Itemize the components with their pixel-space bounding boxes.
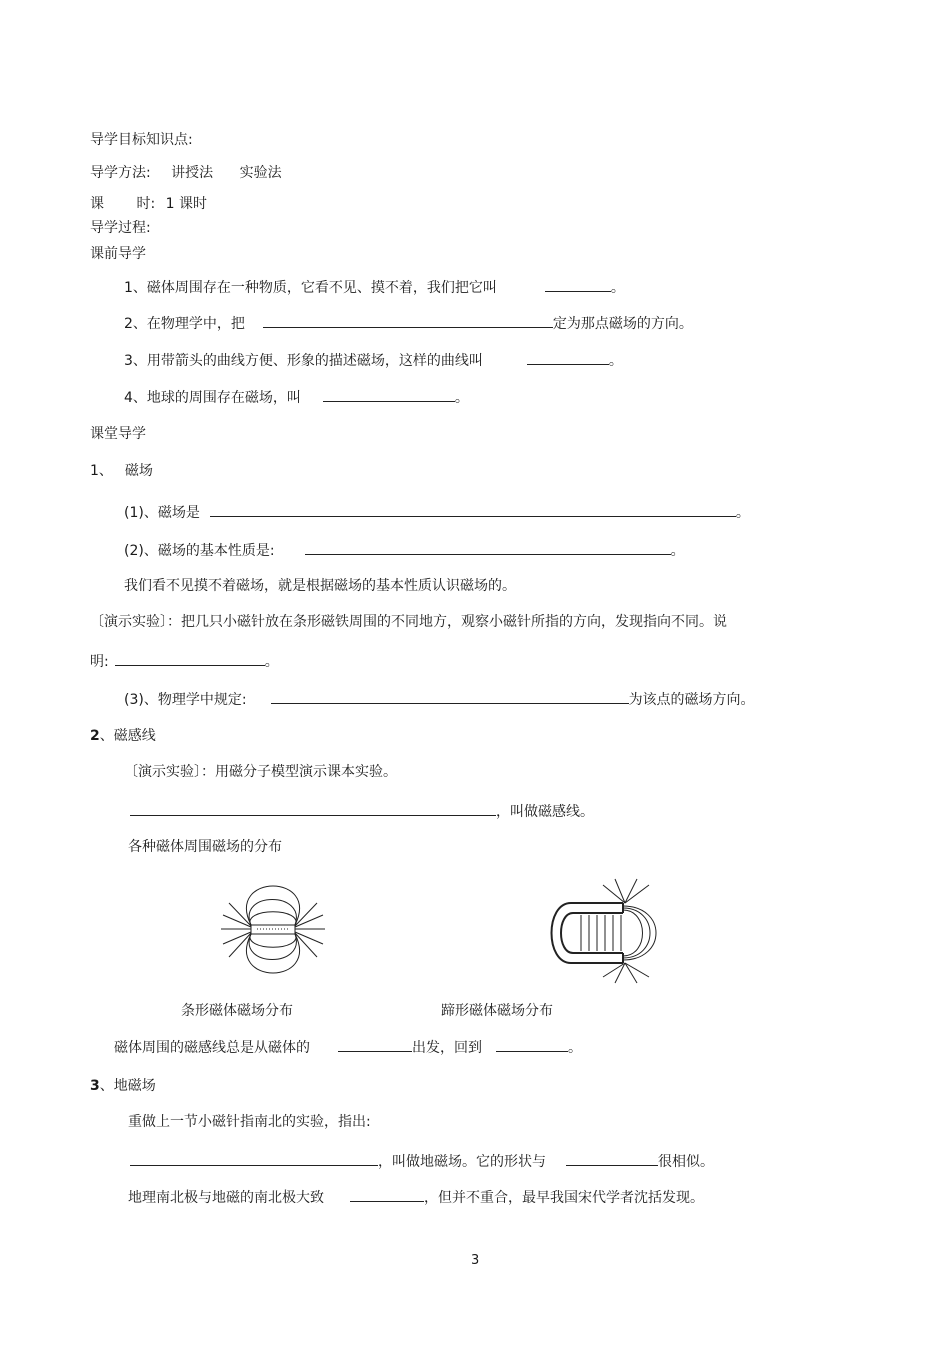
pre-q4-blank[interactable] [323, 387, 455, 402]
demo-1-line-1: 〔演示实验〕：把几只小磁针放在条形磁铁周围的不同地方，观察小磁针所指的方向，发现指向不同。说 [90, 614, 727, 630]
field-text-b: 出发，回到 [412, 1040, 482, 1056]
pre-q3 [124, 350, 623, 371]
pre-q3-blank[interactable] [527, 350, 609, 365]
pre-q3-text: 3、用带箭头的曲线方便、形象的描述磁场，这样的曲线叫 [124, 353, 483, 369]
s1-p1-blank[interactable] [210, 502, 736, 517]
s3-blank-1[interactable] [130, 1151, 378, 1166]
method-1: 讲授法 [171, 165, 214, 181]
period-value: 1 课时 [165, 196, 207, 212]
pre-q2-text: 2、在物理学中，把 [124, 316, 245, 332]
distribution-title: 各种磁体周围磁场的分布 [128, 839, 282, 855]
s1-p2 [124, 540, 685, 561]
section-3-heading [90, 1076, 156, 1096]
pre-q4-text: 4、地球的周围存在磁场，叫 [124, 390, 301, 406]
s3-question: 重做上一节小磁针指南北的实验，指出: [128, 1114, 371, 1130]
s3-blank-3[interactable] [350, 1187, 424, 1202]
s1-p3-end: 为该点的磁场方向。 [628, 692, 755, 708]
pre-q3-end: 。 [608, 353, 623, 369]
pre-q1-text: 1、磁体周围存在一种物质，它看不见、摸不着，我们把它叫 [124, 280, 497, 296]
pre-q2-blank[interactable] [263, 313, 553, 328]
s3-line-2-end: 很相似。 [658, 1154, 714, 1170]
s1-p3-blank[interactable] [271, 689, 629, 704]
section-1-heading [90, 461, 153, 481]
process-label: 导学过程: [90, 220, 151, 236]
s1-p3-text: (3)、物理学中规定: [124, 692, 247, 708]
s1-p2-end: 。 [670, 543, 685, 559]
demo-1-blank[interactable] [115, 651, 265, 666]
s1-p1-end: 。 [735, 505, 750, 521]
pre-class-title: 课前导学 [90, 246, 146, 262]
field-text-c: 。 [568, 1040, 582, 1056]
s3-line-2-text: ，叫做地磁场。它的形状与 [378, 1154, 546, 1170]
s2-definition-end: ，叫做磁感线。 [496, 804, 594, 820]
field-blank-1[interactable] [338, 1037, 412, 1052]
section-2-heading [90, 726, 156, 746]
demo-1-label: 明: [90, 654, 109, 670]
s2-blank[interactable] [130, 801, 496, 816]
s3-line-3-end: ，但并不重合，最早我国宋代学者沈括发现。 [424, 1190, 704, 1206]
horseshoe-magnet-caption: 蹄形磁体磁场分布 [441, 1003, 553, 1019]
s1-p1-text: (1)、磁场是 [124, 505, 200, 521]
in-class-title: 课堂导学 [90, 426, 146, 442]
bar-magnet-field-figure [217, 871, 327, 989]
s1-p3 [124, 689, 755, 710]
demo-2: 〔演示实验〕：用磁分子模型演示课本实验。 [124, 764, 397, 780]
section-2-title: 、磁感线 [99, 728, 156, 744]
method-label: 导学方法: [90, 165, 151, 181]
pre-q1-blank[interactable] [545, 277, 611, 292]
pre-q1-end: 。 [610, 280, 625, 296]
s3-blank-2[interactable] [566, 1151, 658, 1166]
period-label-a: 课 [90, 196, 104, 212]
demo-1-line-2 [90, 651, 279, 672]
section-3-title: 、地磁场 [99, 1078, 156, 1094]
section-1-title: 磁场 [124, 463, 153, 479]
section-2-number: 2 [90, 728, 100, 744]
period-line [90, 194, 207, 214]
pre-q1 [124, 277, 625, 298]
method-2: 实验法 [239, 165, 282, 181]
s1-p1 [124, 502, 750, 523]
pre-q4 [124, 387, 469, 408]
pre-q2-end: 定为那点磁场的方向。 [552, 316, 693, 332]
method-line [90, 163, 282, 183]
pre-q4-end: 。 [454, 390, 469, 406]
demo-1-end: 。 [264, 654, 279, 670]
field-text-a: 磁体周围的磁感线总是从磁体的 [114, 1040, 310, 1056]
field-blank-2[interactable] [496, 1037, 568, 1052]
horseshoe-magnet-field-figure [541, 875, 671, 985]
s1-p2-blank[interactable] [305, 540, 671, 555]
bar-magnet-caption: 条形磁体磁场分布 [181, 1003, 293, 1019]
section-1-number: 1、 [90, 463, 113, 479]
page-number: 3 [471, 1253, 480, 1268]
s3-line-3 [128, 1187, 704, 1208]
s2-definition [130, 801, 594, 822]
s1-p2-text: (2)、磁场的基本性质是: [124, 543, 275, 559]
objectives-label: 导学目标知识点: [90, 132, 193, 148]
s3-line-3-text: 地理南北极与地磁的南北极大致 [128, 1190, 324, 1206]
s3-line-2 [130, 1151, 714, 1172]
period-label-b: 时: [136, 196, 156, 212]
section-3-number: 3 [90, 1078, 100, 1094]
field-direction-line [114, 1037, 582, 1058]
pre-q2 [124, 313, 693, 334]
s1-note: 我们看不见摸不着磁场，就是根据磁场的基本性质认识磁场的。 [124, 578, 516, 594]
